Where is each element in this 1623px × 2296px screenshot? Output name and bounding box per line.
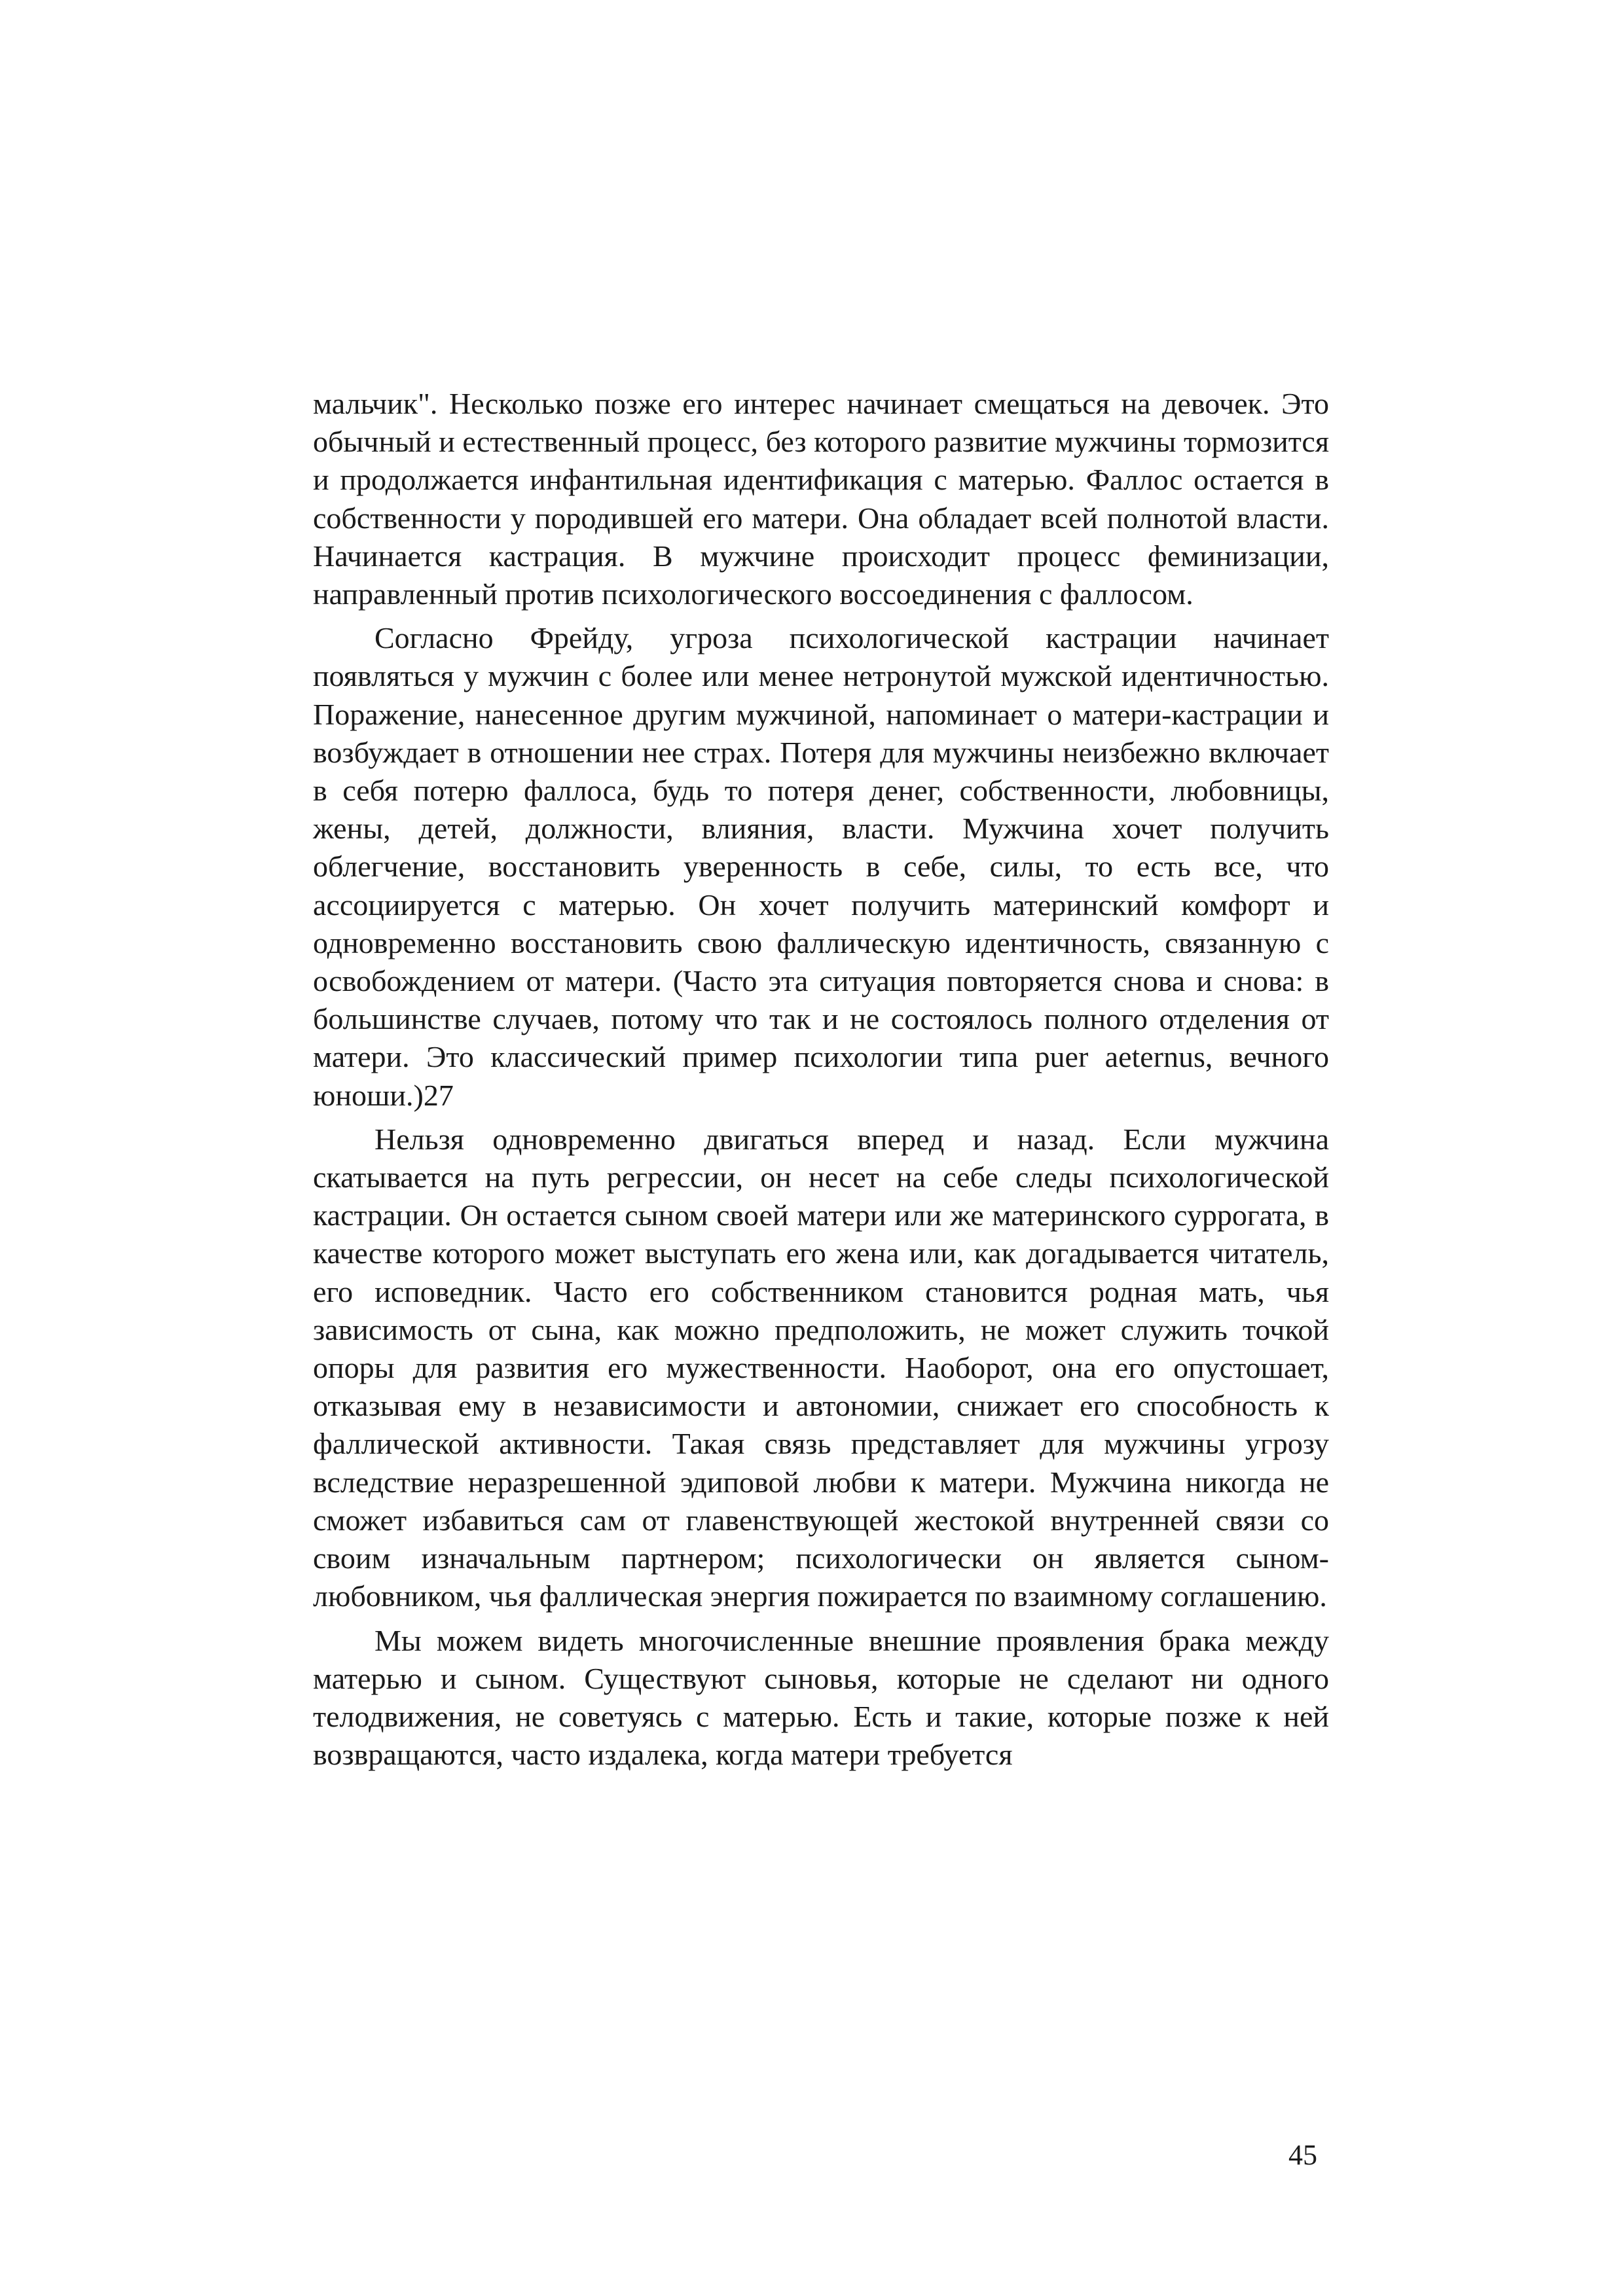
paragraph-freud: Согласно Фрейду, угроза психологической кастрации начинает появляться у мужчин с более или менее нетронутой мужской идентичностью. Поражение, нанесенное другим мужчиной, напоминает о матери-кастрации и возбуждает в отношении нее страх. Потеря для мужчины неизбежно включает в себя потерю фаллоса, будь то потеря денег, собственности, любовницы, жены, детей, должности, влияния, власти. Мужчина хочет получить облегчение, восстановить уверенность в себе, силы, то есть все, что ассоциируется с матерью. Он хочет получить материнский комфорт и одновременно восстановить свою фаллическую идентичность, связанную с освобождением от матери. (Часто эта ситуация повторяется снова и снова: в большинстве случаев, потому что так и не состоялось полного отделения от матери. Это классический пример психологии типа puer aeternus, вечного юноши.)27 — [313, 621, 1329, 1112]
body-text — [313, 385, 1329, 1780]
page-number: 45 — [1288, 2139, 1317, 2171]
paragraph-marriage: Мы можем видеть многочисленные внешние проявления брака между матерью и сыном. Существуют сыновья, которые не сделают ни одного телодвижения, не советуясь с матерью. Есть и такие, которые позже к ней возвращаются, часто издалека, когда матери требуется — [313, 1623, 1329, 1772]
paragraph-continued: мальчик". Несколько позже его интерес начинает смещаться на девочек. Это обычный и естественный процесс, без которого развитие мужчины тормозится и продолжается инфантильная идентификация с матерью. Фаллос остается в собственности у породившей его матери. Она обладает всей полнотой власти. Начинается кастрация. В мужчине происходит процесс феминизации, направленный против психологического воссоединения с фаллосом. — [313, 387, 1329, 611]
paragraph-regression: Нельзя одновременно двигаться вперед и назад. Если мужчина скатывается на путь регрессии, он несет на себе следы психологической кастрации. Он остается сыном своей матери или же материнского суррогата, в качестве которого может выступать его жена или, как догадывается читатель, его исповедник. Часто его собственником становится родная мать, чья зависимость от сына, как можно предположить, не может служить точкой опоры для развития его мужественности. Наоборот, она его опустошает, отказывая ему в независимости и автономии, снижает его способность к фаллической активности. Такая связь представляет для мужчины угрозу вследствие неразрешенной эдиповой любви к матери. Мужчина никогда не сможет избавиться сам от главенствующей жестокой внутренней связи со своим изначальным партнером; психологически он является сыном-любовником, чья фаллическая энергия пожирается по взаимному соглашению. — [313, 1122, 1329, 1613]
